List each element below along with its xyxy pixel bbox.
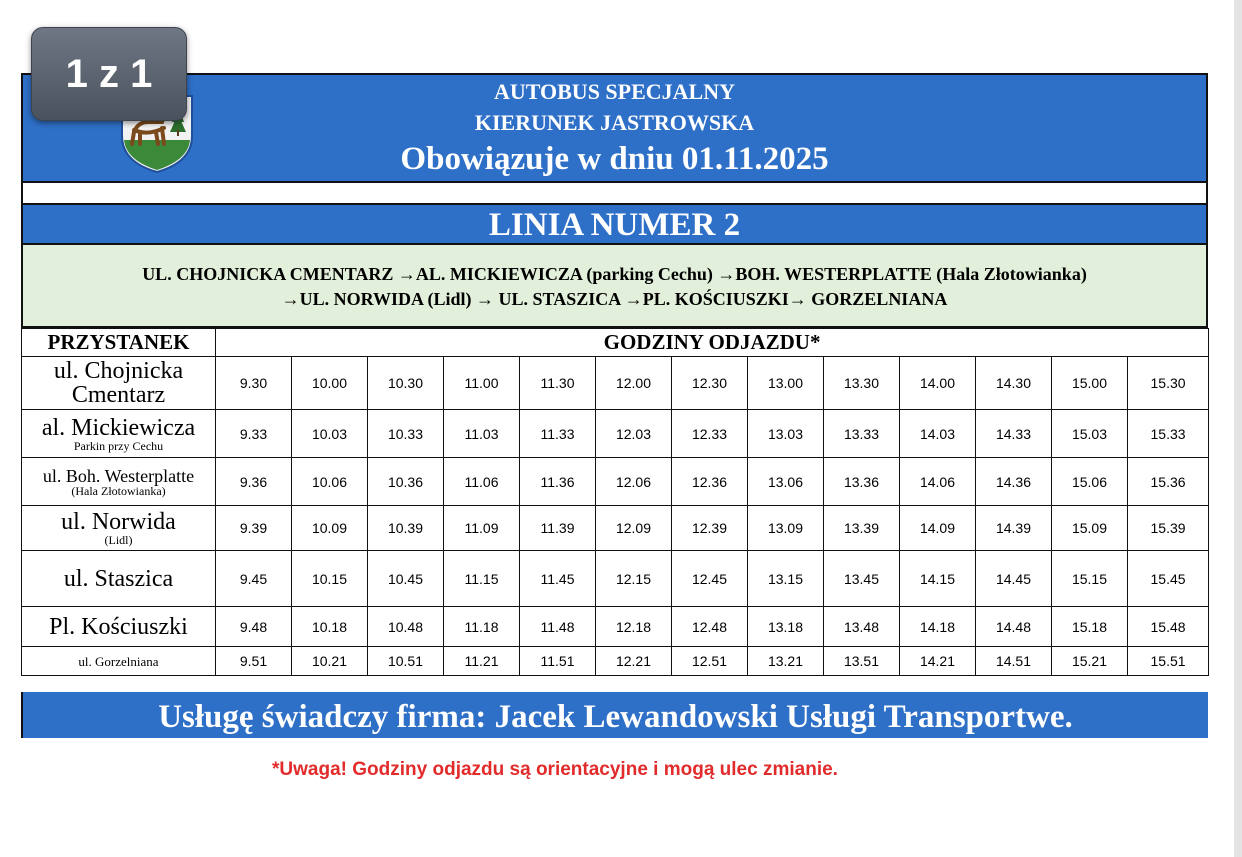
stop-cell [22, 506, 216, 551]
departure-time-cell: 12.48 [672, 607, 748, 647]
stop-name: ul. Boh. Westerplatte [42, 465, 195, 486]
departure-time-cell: 14.18 [900, 607, 976, 647]
departure-time-cell: 11.15 [444, 551, 520, 607]
departure-time-cell: 14.09 [900, 506, 976, 551]
table-row [22, 357, 1209, 410]
departure-time-cell: 10.51 [368, 647, 444, 676]
departure-time-cell: 11.18 [444, 607, 520, 647]
stop-name: al. Mickiewicza [41, 414, 196, 441]
stop-cell [22, 551, 216, 607]
stop-subtitle: Parkin przy Cechu [73, 438, 164, 453]
stop-cell [22, 607, 216, 647]
departure-time-cell: 10.15 [292, 551, 368, 607]
departure-time-cell: 10.30 [368, 357, 444, 410]
departure-time-cell: 15.33 [1128, 410, 1209, 458]
header-valid-date: Obowiązuje w dniu 01.11.2025 [400, 141, 829, 177]
departure-time-cell: 13.06 [748, 458, 824, 506]
departure-time-cell: 15.09 [1052, 506, 1128, 551]
departure-time-cell: 11.00 [444, 357, 520, 410]
departure-time-cell: 14.39 [976, 506, 1052, 551]
stop-cell [22, 357, 216, 410]
departure-time-cell: 12.30 [672, 357, 748, 410]
departure-time-cell: 12.33 [672, 410, 748, 458]
column-header-stop: PRZYSTANEK [22, 329, 216, 357]
operator-footer: Usługę świadczy firma: Jacek Lewandowski Usługi Transportwe. [21, 692, 1208, 738]
departure-time-cell: 11.51 [520, 647, 596, 676]
departure-time-cell: 9.39 [216, 506, 292, 551]
departure-time-cell: 11.30 [520, 357, 596, 410]
departure-time-cell: 15.03 [1052, 410, 1128, 458]
departure-time-cell: 13.15 [748, 551, 824, 607]
stop-name: ul. Norwida [61, 509, 176, 535]
departure-time-cell: 13.45 [824, 551, 900, 607]
departure-time-cell: 9.30 [216, 357, 292, 410]
departure-time-cell: 11.36 [520, 458, 596, 506]
departure-time-cell: 13.36 [824, 458, 900, 506]
window-edge [1234, 0, 1242, 857]
departure-time-cell: 12.06 [596, 458, 672, 506]
departure-time-cell: 14.21 [900, 647, 976, 676]
departure-time-cell: 14.45 [976, 551, 1052, 607]
departure-time-cell: 14.33 [976, 410, 1052, 458]
departure-time-cell: 12.09 [596, 506, 672, 551]
departure-time-cell: 13.51 [824, 647, 900, 676]
stop-name: ul. Gorzelniana [78, 653, 159, 669]
departure-time-cell: 9.33 [216, 410, 292, 458]
departure-time-cell: 13.03 [748, 410, 824, 458]
departure-time-cell: 11.33 [520, 410, 596, 458]
departure-time-cell: 14.51 [976, 647, 1052, 676]
departure-time-cell: 10.06 [292, 458, 368, 506]
departure-time-cell: 15.15 [1052, 551, 1128, 607]
table-row [22, 607, 1209, 647]
departure-time-cell: 11.06 [444, 458, 520, 506]
departure-time-cell: 15.00 [1052, 357, 1128, 410]
departure-time-cell: 12.36 [672, 458, 748, 506]
departure-time-cell: 12.21 [596, 647, 672, 676]
stop-name: Pl. Kościuszki [49, 613, 188, 640]
departure-time-cell: 14.30 [976, 357, 1052, 410]
stop-subtitle: (Lidl) [104, 533, 133, 547]
departure-time-cell: 14.03 [900, 410, 976, 458]
departure-time-cell: 10.39 [368, 506, 444, 551]
departure-time-cell: 10.00 [292, 357, 368, 410]
disclaimer-note: *Uwaga! Godziny odjazdu są orientacyjne i mogą ulec zmianie. [272, 759, 838, 780]
departure-time-cell: 10.48 [368, 607, 444, 647]
departure-time-cell: 10.33 [368, 410, 444, 458]
departure-time-cell: 10.45 [368, 551, 444, 607]
departure-time-cell: 14.06 [900, 458, 976, 506]
departure-time-cell: 9.45 [216, 551, 292, 607]
departure-time-cell: 12.03 [596, 410, 672, 458]
stop-cell [22, 458, 216, 506]
page-indicator[interactable]: 1 z 1 [31, 27, 187, 121]
departure-time-cell: 15.51 [1128, 647, 1209, 676]
departure-time-cell: 10.18 [292, 607, 368, 647]
timetable [21, 328, 1209, 676]
stop-name: ul. Chojnicka Cmentarz [53, 358, 184, 408]
table-row [22, 551, 1209, 607]
stop-subtitle: (Hala Złotowianka) [71, 483, 166, 498]
departure-time-cell: 11.45 [520, 551, 596, 607]
departure-time-cell: 14.00 [900, 357, 976, 410]
stop-name: ul. Staszica [63, 565, 174, 592]
departure-time-cell: 10.03 [292, 410, 368, 458]
table-row [22, 458, 1209, 506]
departure-time-cell: 12.18 [596, 607, 672, 647]
departure-time-cell: 13.09 [748, 506, 824, 551]
stop-cell [22, 410, 216, 458]
departure-time-cell: 11.39 [520, 506, 596, 551]
departure-time-cell: 13.48 [824, 607, 900, 647]
departure-time-cell: 15.36 [1128, 458, 1209, 506]
departure-time-cell: 12.39 [672, 506, 748, 551]
departure-time-cell: 11.21 [444, 647, 520, 676]
stop-cell [22, 647, 216, 676]
column-header-times: GODZINY ODJAZDU* [216, 329, 1209, 357]
departure-time-cell: 15.45 [1128, 551, 1209, 607]
departure-time-cell: 10.09 [292, 506, 368, 551]
route-line-2: →UL. NORWIDA (Lidl) → UL. STASZICA →PL. KOŚCIUSZKI→ GORZELNIANA [281, 289, 948, 309]
departure-time-cell: 13.21 [748, 647, 824, 676]
header-line-1: AUTOBUS SPECJALNY [493, 79, 736, 104]
departure-time-cell: 15.21 [1052, 647, 1128, 676]
route-description [21, 245, 1208, 328]
header-line-2: KIERUNEK JASTROWSKA [474, 110, 755, 135]
departure-time-cell: 14.48 [976, 607, 1052, 647]
departure-time-cell: 13.39 [824, 506, 900, 551]
departure-time-cell: 11.09 [444, 506, 520, 551]
departure-time-cell: 10.21 [292, 647, 368, 676]
departure-time-cell: 15.48 [1128, 607, 1209, 647]
departure-time-cell: 13.18 [748, 607, 824, 647]
departure-time-cell: 12.45 [672, 551, 748, 607]
table-row [22, 506, 1209, 551]
departure-time-cell: 13.33 [824, 410, 900, 458]
timetable-header-row [22, 329, 1209, 357]
departure-time-cell: 15.30 [1128, 357, 1209, 410]
departure-time-cell: 12.00 [596, 357, 672, 410]
table-row [22, 410, 1209, 458]
departure-time-cell: 14.15 [900, 551, 976, 607]
departure-time-cell: 9.51 [216, 647, 292, 676]
route-line-1: UL. CHOJNICKA CMENTARZ →AL. MICKIEWICZA (parking Cechu) →BOH. WESTERPLATTE (Hala Złotowianka) [142, 264, 1087, 284]
departure-time-cell: 9.36 [216, 458, 292, 506]
frame-line-left [21, 183, 23, 203]
departure-time-cell: 12.15 [596, 551, 672, 607]
departure-time-cell: 10.36 [368, 458, 444, 506]
departure-time-cell: 13.00 [748, 357, 824, 410]
departure-time-cell: 11.48 [520, 607, 596, 647]
frame-line-right [1206, 183, 1208, 203]
header-banner [21, 73, 1208, 183]
departure-time-cell: 14.36 [976, 458, 1052, 506]
departure-time-cell: 13.30 [824, 357, 900, 410]
departure-time-cell: 15.39 [1128, 506, 1209, 551]
departure-time-cell: 12.51 [672, 647, 748, 676]
departure-time-cell: 15.06 [1052, 458, 1128, 506]
departure-time-cell: 9.48 [216, 607, 292, 647]
table-row [22, 647, 1209, 676]
line-number-title: LINIA NUMER 2 [21, 203, 1208, 245]
departure-time-cell: 15.18 [1052, 607, 1128, 647]
departure-time-cell: 11.03 [444, 410, 520, 458]
